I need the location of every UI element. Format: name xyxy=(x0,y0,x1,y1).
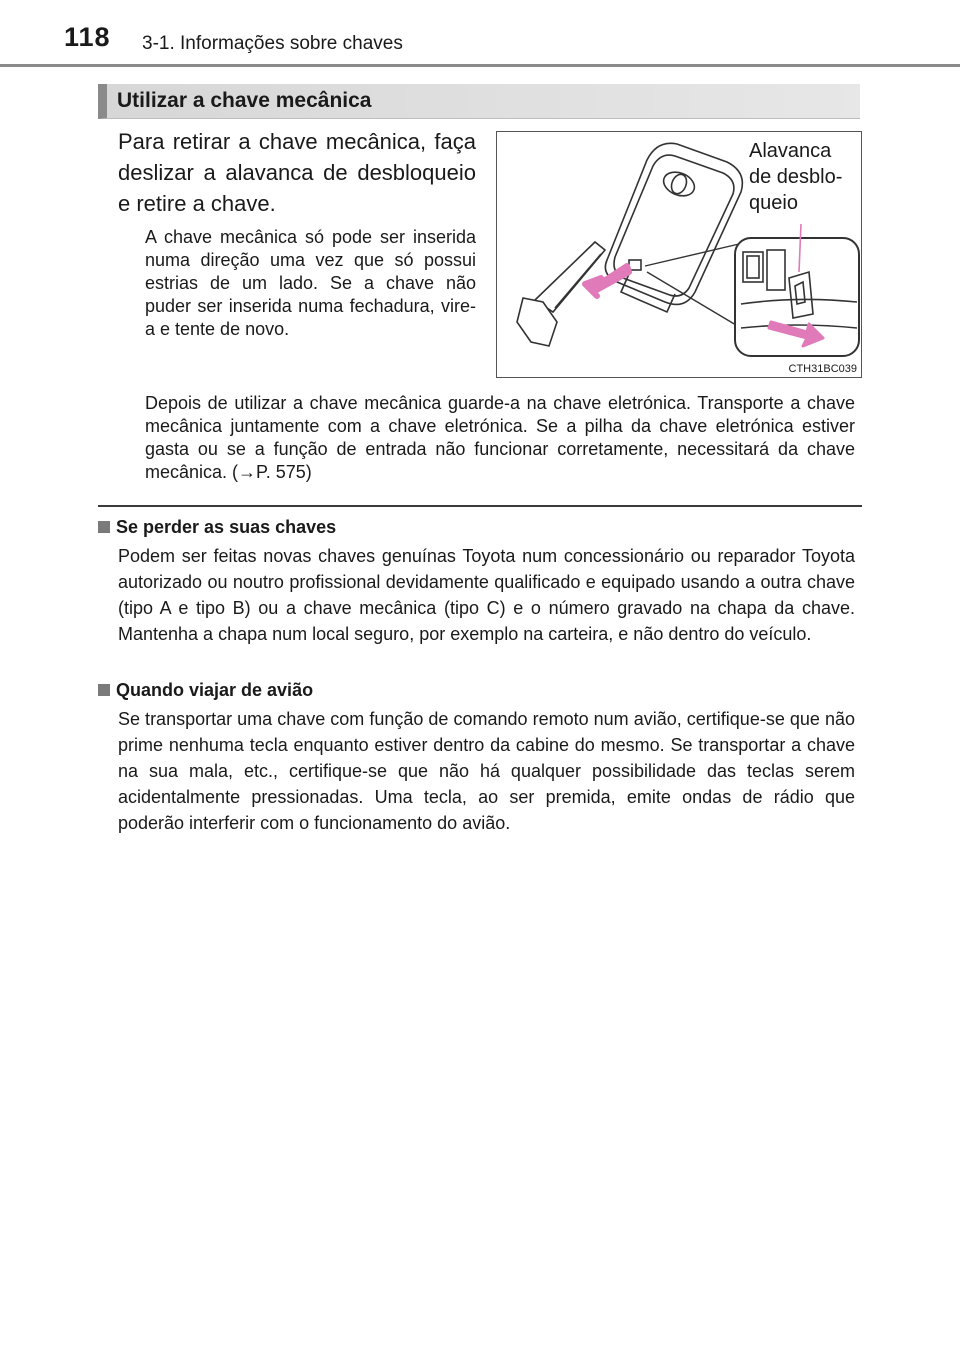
lever-label-line: Alavanca xyxy=(749,140,832,162)
lever-label-line: de desblo- xyxy=(749,166,843,188)
square-bullet-icon xyxy=(98,521,110,533)
pull-arrow-icon xyxy=(585,266,629,296)
section-title: Utilizar a chave mecânica xyxy=(117,89,372,112)
topic-heading-text: Quando viajar de avião xyxy=(116,680,314,700)
release-lever-inset xyxy=(735,238,859,356)
page-number: 118 xyxy=(64,22,111,52)
section-title-bar xyxy=(98,84,860,119)
section-divider xyxy=(98,505,862,507)
square-bullet-icon xyxy=(98,684,110,696)
figure-code: CTH31BC039 xyxy=(788,363,857,375)
lead-paragraph: Para retirar a chave mecânica, faça deslizar a alavanca de desbloqueio e retire a chave. xyxy=(118,129,476,216)
topic-heading-lost-keys xyxy=(98,517,336,538)
note-paragraph: A chave mecânica só pode ser inserida numa direção uma vez que só possui estrias de um lado. Se a chave não puder ser inserida numa fechadura, vire-a e tente de novo. xyxy=(145,227,476,339)
storage-paragraph: Depois de utilizar a chave mecânica guarde-a na chave eletrónica. Transporte a chave mecânica juntamente com a chave eletrónica. Se a pilha da chave eletrónica estiver gasta ou se a função de entrada não funcionar corretamente, necessitará da chave mecânica. (→P. 575) xyxy=(145,393,855,482)
lever-label xyxy=(749,138,842,216)
header-rule xyxy=(0,64,960,67)
topic-body-air-travel: Se transportar uma chave com função de comando remoto num avião, certifique-se que não prime nenhuma tecla enquanto estiver dentro da cabine do mesmo. Se transportar a chave na sua mala, etc., certifique-se que não há qualquer possibilidade das teclas serem acidentalmente pressionadas. Uma tecla, ao ser premida, emite ondas de rádio que poderão interferir com o funcionamento do avião. xyxy=(118,709,855,833)
lever-label-line: queio xyxy=(749,192,798,214)
running-head: 3-1. Informações sobre chaves xyxy=(142,33,403,54)
topic-heading-text: Se perder as suas chaves xyxy=(116,517,337,537)
key-illustration xyxy=(496,131,862,378)
topic-heading-air-travel xyxy=(98,680,313,701)
topic-body-lost-keys: Podem ser feitas novas chaves genuínas Toyota num concessionário ou reparador Toyota autorizado ou noutro profissional devidamente qualificado e equipado usando a outra chave (tipo A e tipo B) ou a chave mecânica (tipo C) e o número gravado na chapa da chave. Mantenha a chapa num local seguro, por exemplo na carteira, e não dentro do veículo. xyxy=(118,546,855,644)
